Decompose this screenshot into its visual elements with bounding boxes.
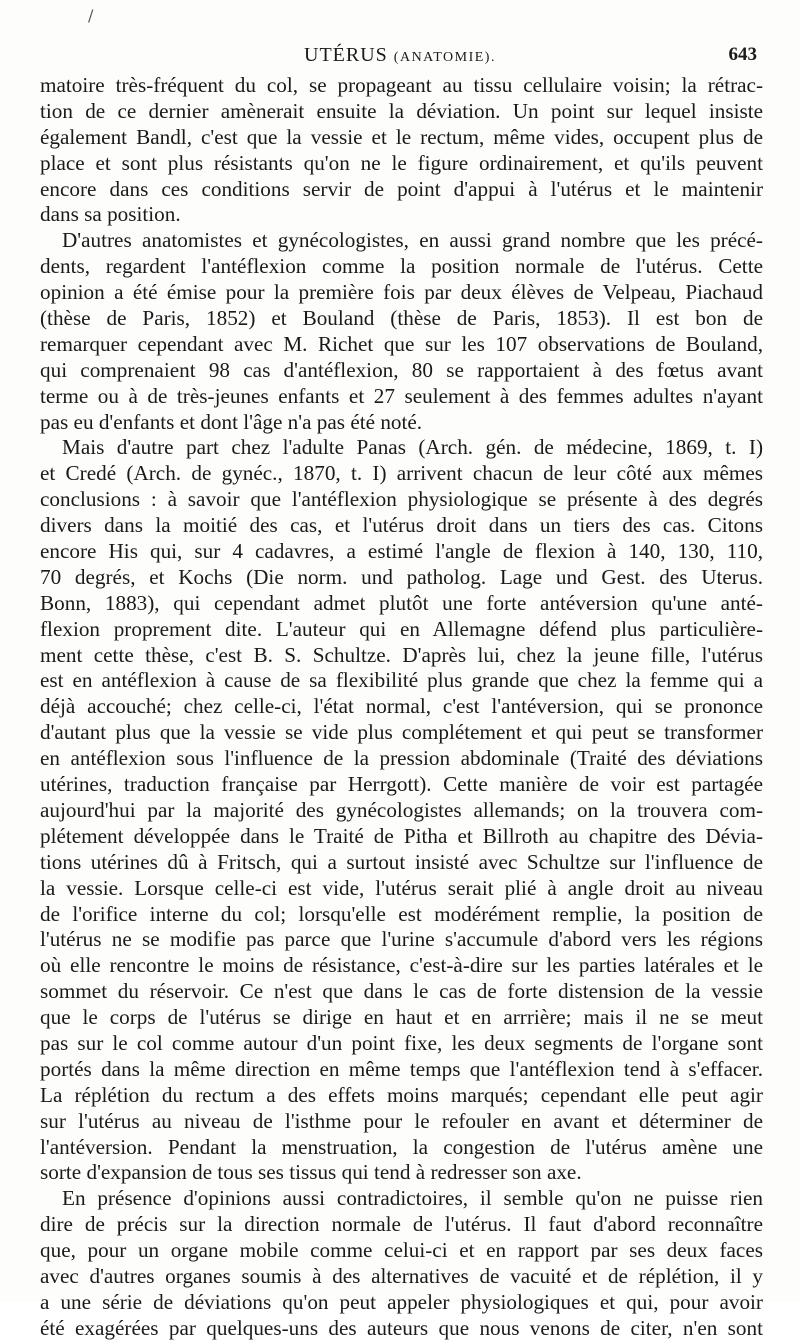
text-line: tion de ce dernier amènerait ensuite la déviation. Un point sur lequel insiste [40,98,763,123]
paragraph-first-line: Mais d'autre part chez l'adulte Panas (Arch. gén. de médecine, 1869, t. I) [62,435,763,460]
text-line: avec d'autres organes soumis à des alternatives de vacuité et de réplétion, il y [40,1263,763,1288]
running-head-title [40,44,760,67]
text-line: remarquer cependant avec M. Richet que sur les 107 observations de Bouland, [40,331,763,356]
text-line: que le corps de l'utérus se dirige en haut et en arrrière; mais il ne se meut [40,1005,763,1030]
text-line: Bonn, 1883), qui cependant admet plutôt une forte antéversion qu'une anté- [40,590,763,615]
text-line: divers dans la moitié des cas, et l'utérus droit dans un tiers des cas. Citons [40,513,763,538]
text-line: (thèse de Paris, 1852) et Bouland (thèse de Paris, 1853). Il est bon de [40,306,763,331]
text-line: d'autant plus que la vessie se vide plus complétement et qui peut se transformer [40,720,763,745]
text-line: terme ou à de très-jeunes enfants et 27 seulement à des femmes adultes n'ayant [40,383,763,408]
text-line: de l'orifice interne du col; lorsqu'elle est modérément remplie, la position de [40,901,763,926]
text-line: est en antéflexion à cause de sa flexibilité plus grande que chez la femme qui a [40,668,763,693]
text-line: sommet du réservoir. Ce n'est que dans le cas de forte distension de la vessie [40,979,763,1004]
text-line: opinion a été émise pour la première fois par deux élèves de Velpeau, Piachaud [40,280,763,305]
text-line: aujourd'hui par la majorité des gynécologistes allemands; on la trouvera com- [40,797,763,822]
page-number: 643 [728,44,757,65]
text-line: tions utérines dû à Fritsch, qui a surtout insisté avec Schultze sur l'influence de [40,849,763,874]
text-line: sorte d'expansion de tous ses tissus qui tend à redresser son axe. [40,1160,582,1185]
text-line: encore His qui, sur 4 cadavres, a estimé l'angle de flexion à 140, 130, 110, [40,539,763,564]
body-text [40,73,763,1342]
text-line: utérines, traduction française par Herrgott). Cette manière de voir est partagée [40,772,763,797]
text-line: la vessie. Lorsque celle-ci est vide, l'utérus serait plié à angle droit au niveau [40,875,763,900]
running-head-subtitle: (ANATOMIE). [393,50,496,65]
text-line: pas eu d'enfants et dont l'âge n'a pas été noté. [40,409,423,434]
running-head [40,44,760,70]
text-line: encore dans ces conditions servir de point d'appui à l'utérus et le maintenir [40,176,763,201]
paragraph-first-line: En présence d'opinions aussi contradictoires, il semble qu'on ne puisse rien [62,1186,763,1211]
text-line: que, pour un organe mobile comme celui-ci et en rapport par ses deux faces [40,1238,763,1263]
text-line: dire de précis sur la direction normale de l'utérus. Il faut d'abord reconnaître [40,1212,763,1237]
text-line: dents, regardent l'antéflexion comme la position normale de l'utérus. Cette [40,254,763,279]
text-line: été exagérées par quelques-uns des auteurs que nous venons de citer, n'en sont [40,1315,763,1340]
text-line: en antéflexion sous l'influence de la pression abdominale (Traité des déviations [40,746,763,771]
text-line: pas sur le col comme autour d'un point fixe, les deux segments de l'organe sont [40,1030,763,1055]
text-line: portés dans la même direction en même temps que l'antéflexion tend à s'effacer. [40,1056,763,1081]
running-head-main: UTÉRUS [304,44,388,66]
margin-mark: / [88,6,94,25]
text-line: matoire très-fréquent du col, se propageant au tissu cellulaire voisin; la rétrac- [40,73,763,97]
text-line: où elle rencontre le moins de résistance, c'est-à-dire sur les parties latérales et le [40,953,763,978]
text-line: 70 degrés, et Kochs (Die norm. und patholog. Lage und Gest. des Uterus. [40,564,763,589]
text-line: et Credé (Arch. de gynéc., 1870, t. I) arrivent chacun de leur côté aux mêmes [40,461,763,486]
text-line: sur l'utérus au niveau de l'isthme pour le refouler en avant et déterminer de [40,1108,763,1133]
text-line: place et sont plus résistants qu'on ne le figure ordinairement, et qu'ils peuvent [40,150,763,175]
text-line: l'antéversion. Pendant la menstruation, la congestion de l'utérus amène une [40,1134,763,1159]
text-line: La réplétion du rectum a des effets moins marqués; cependant elle peut agir [40,1082,763,1107]
text-line: plétement développée dans le Traité de Pitha et Billroth au chapitre des Dévia- [40,823,763,848]
text-line: flexion proprement dite. L'auteur qui en Allemagne défend plus particulière- [40,616,763,641]
text-line: qui comprenaient 98 cas d'antéflexion, 80 se rapportaient à des fœtus avant [40,357,763,382]
text-line: l'utérus ne se modifie pas parce que l'urine s'accumule d'abord vers les régions [40,927,763,952]
text-line: a une série de déviations qu'on peut appeler physiologiques et qui, pour avoir [40,1289,763,1314]
text-line: également Bandl, c'est que la vessie et le rectum, même vides, occupent plus de [40,124,763,149]
text-line: déjà accouché; chez celle-ci, l'état normal, c'est l'antéversion, qui se prononce [40,694,763,719]
text-line: dans sa position. [40,202,181,227]
text-line: ment cette thèse, c'est B. S. Schultze. D'après lui, chez la jeune fille, l'utérus [40,642,763,667]
paragraph-first-line: D'autres anatomistes et gynécologistes, en aussi grand nombre que les précé- [62,228,763,253]
text-line: conclusions : à savoir que l'antéflexion physiologique se présente à des degrés [40,487,763,512]
